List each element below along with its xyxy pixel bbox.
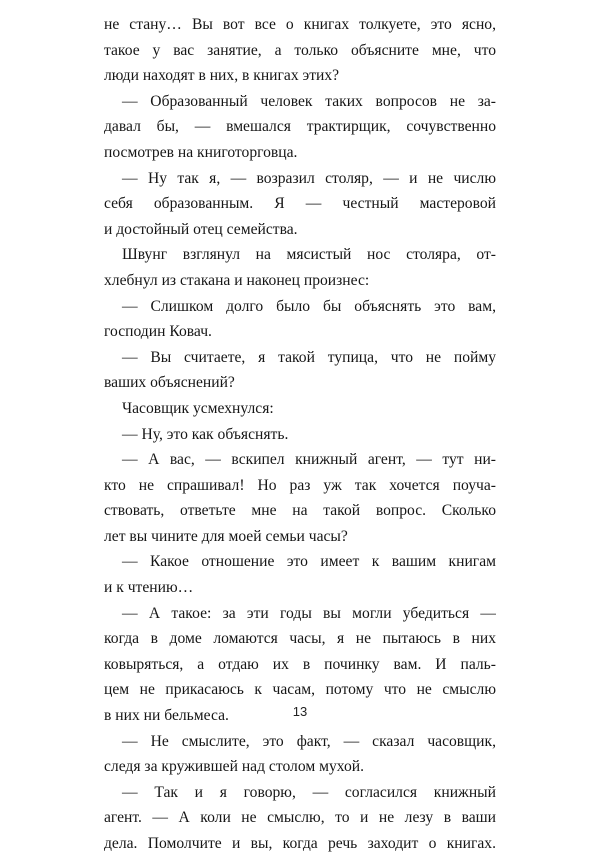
text-line: — Ну так я, — возразил столяр, — и не числю — [122, 169, 496, 187]
text-line: не стану… Вы вот все о книгах толкуете, это ясно, — [104, 16, 496, 33]
text-line: — Не смыслите, это факт, — сказал часовщик, — [122, 732, 496, 750]
text-line: — А такое: за эти годы вы могли убедиться — — [122, 604, 496, 622]
text-line: в них ни бельмеса. — [104, 707, 229, 725]
text-line: — А вас, — вскипел книжный агент, — тут ни- — [122, 451, 496, 469]
text-line: посмотрев на книготорговца. — [104, 143, 298, 161]
text-line: давал бы, — вмешался трактирщик, сочувственно — [104, 118, 496, 136]
page-number: 13 — [292, 704, 308, 719]
text-line: лет вы чините для моей семьи часы? — [104, 527, 348, 545]
text-line: хлебнул из стакана и наконец произнес: — [104, 271, 370, 289]
text-line: — Какое отношение это имеет к вашим книгам — [122, 553, 496, 571]
text-line: такое у вас занятие, а только объясните мне, что — [104, 41, 496, 59]
text-line: — Так и я говорю, — согласился книжный — [122, 783, 496, 801]
text-line: кто не спрашивал! Но раз уж так хочется поуча- — [104, 476, 496, 494]
body-text — [104, 12, 496, 857]
text-line: ковыряться, а отдаю их в починку вам. И паль- — [104, 655, 496, 673]
text-line: и к чтению… — [104, 579, 194, 597]
text-line: — Ну, это как объяснять. — [122, 425, 289, 443]
text-line: следя за кружившей над столом мухой. — [104, 758, 364, 776]
text-line: — Слишком долго было бы объяснять это вам, — [122, 297, 496, 315]
text-line: дела. Помолчите и вы, когда речь заходит о книгах. — [104, 835, 496, 852]
text-line: и достойный отец семейства. — [104, 220, 298, 238]
text-line: себя образованным. Я — честный мастеровой — [104, 195, 496, 213]
text-line: агент. — А коли не смыслю, то и не лезу в ваши — [104, 809, 496, 827]
text-line: Часовщик усмехнулся: — [122, 399, 274, 417]
text-line: — Образованный человек таких вопросов не за- — [122, 92, 496, 110]
text-line: люди находят в них, в книгах этих? — [104, 67, 340, 85]
text-line: цем не прикасаюсь к часам, потому что не смыслю — [104, 681, 496, 699]
text-line: ваших объяснений? — [104, 374, 235, 392]
text-line: господин Ковач. — [104, 323, 212, 341]
text-line: Швунг взглянул на мясистый нос столяра, от- — [122, 246, 496, 264]
text-line: когда в доме ломаются часы, я не пытаюсь в них — [104, 630, 496, 648]
text-line: ствовать, ответьте мне на такой вопрос. Сколько — [104, 502, 496, 520]
text-line: — Вы считаете, я такой тупица, что не пойму — [122, 348, 496, 366]
